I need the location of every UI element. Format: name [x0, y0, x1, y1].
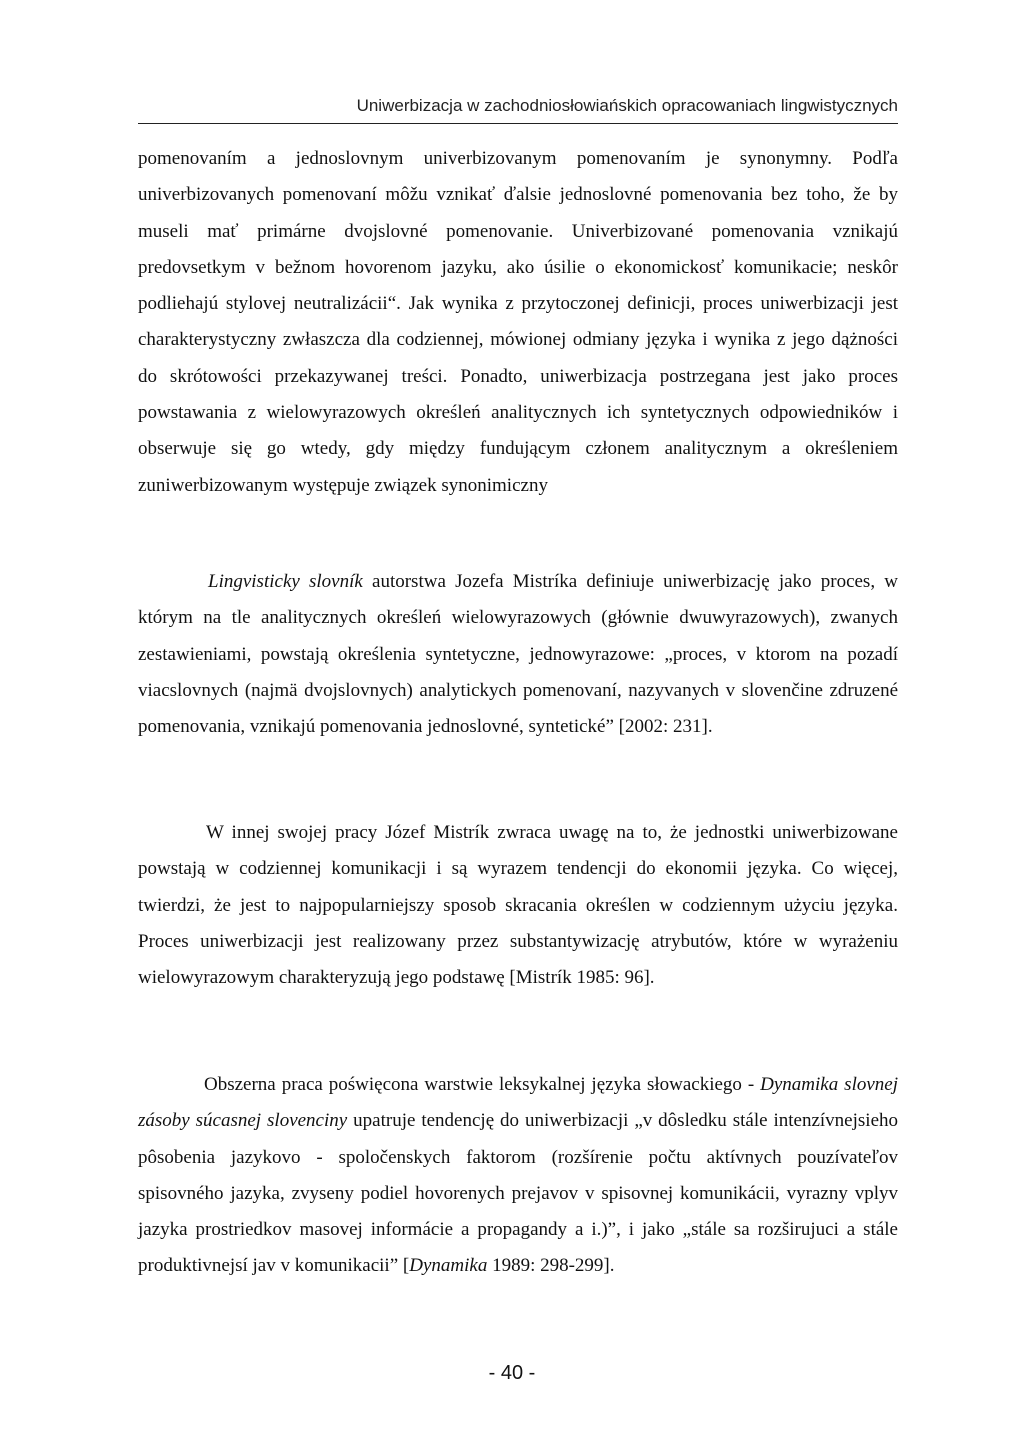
running-header — [138, 96, 898, 124]
paragraph-4 — [138, 1067, 898, 1285]
paragraph-4-text-before: Obszerna praca poświęcona warstwie leksykalnej języka słowackiego - — [204, 1074, 761, 1095]
paragraph-2 — [138, 564, 898, 745]
paragraph-1: pomenovaním a jednoslovnym univerbizovanym pomenovaním je synonymny. Podľa univerbizovanych pomenovaní môžu vznikať ďalsie jednoslovné pomenovania bez toho, že by museli mať primárne dvojslovné pomenovanie. Univerbizované pomenovania vznikajú predovsetkym v bežnom hovorenom jazyku, ako úsilie o ekonomickosť komunikacie; neskôr podliehajú stylovej neutralizácii“. Jak wynika z przytoczonej definicji, proces uniwerbizacji jest charakterystyczny zwłaszcza dla codziennej, mówionej odmiany języka i wynika z jego dążności do skrótowości przekazywanej treści. Ponadto, uniwerbizacja postrzegana jest jako proces powstawania z wielowyrazowych określeń analitycznych ich syntetycznych odpowiedników i obserwuje się go wtedy, gdy między fundującym członem analitycznym a określeniem zuniwerbizowanym występuje związek synonimiczny — [138, 148, 898, 496]
book-title-lingvisticky-slovnik: Lingvisticky slovník — [208, 571, 363, 592]
book-title-dynamika: Dynamika slovnej zásoby súcasnej slovenciny — [138, 1074, 898, 1132]
paragraph-4-text-middle: upatruje tendencję do uniwerbizacji „v dôsledku stále intenzívnejsieho pôsobenia jazykovo - spoločenskych faktorom (rozšírenie počtu aktívnych pouzívateľov spisovného jazyka, zvyseny podiel hovorenych prejavov v spisovnej komunikácii, vyrazny vplyv jazyka prostriedkov masovej informácie a propagandy a i.)”, i jako „stále sa rozširujuci a stále produktivnejsí jav v komunikacii” [ — [138, 1110, 898, 1277]
citation-dynamika: Dynamika — [409, 1255, 488, 1277]
running-title: Uniwerbizacja w zachodniosłowiańskich opracowaniach lingwistycznych — [356, 96, 898, 115]
paragraph-4-text-after: 1989: 298-299]. — [487, 1255, 615, 1277]
paragraph-3: W innej swojej pracy Józef Mistrík zwraca uwagę na to, że jednostki uniwerbizowane powstają w codziennej komunikacji i są wyrazem tendencji do ekonomii języka. Co więcej, twierdzi, że jest to najpopularniejszy sposob skracania określen w codziennym użyciu języka. Proces uniwerbizacji jest realizowany przez substantywizację atrybutów, które w wyrażeniu wielowyrazowym charakteryzują jego podstawę [Mistrík 1985: 96]. — [138, 822, 898, 989]
page-number: - 40 - — [488, 1362, 536, 1384]
paragraph-2-text: autorstwa Jozefa Mistríka definiuje uniwerbizację jako proces, w którym na tle analitycznych określeń wielowyrazowych (głównie dwuwyrazowych), zwanych zestawieniami, powstają określenia syntetyczne, jednowyrazowe: „proces, v ktorom na pozadí viacslovnych (najmä dvojslovnych) analytickych pomenovaní, nazyvanych v slovenčine zdruzené pomenovania, vznikajú pomenovania jednoslovné, syntetické” [2002: 231]. — [138, 571, 898, 738]
